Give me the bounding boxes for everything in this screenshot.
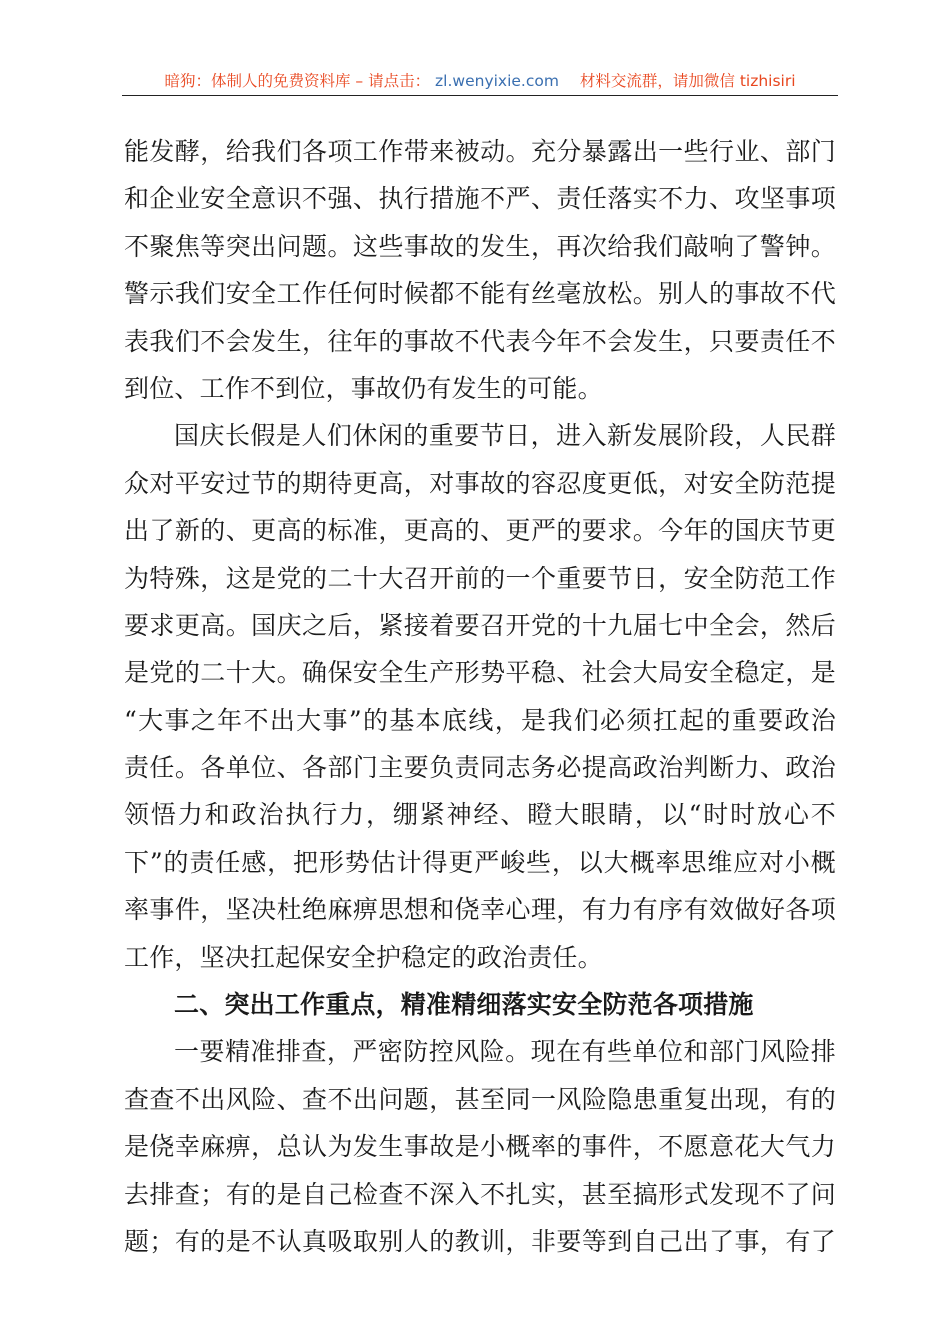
body-line: 和企业安全意识不强、执行措施不严、责任落实不力、攻坚事项: [124, 184, 836, 214]
header-site-name: 暗狗：体制人的免费资料库: [164, 72, 351, 90]
page-header: [122, 66, 838, 96]
header-url-link[interactable]: zl.wenyixie.com: [435, 72, 559, 90]
header-divider: [122, 95, 838, 96]
header-click-prompt: 请点击：: [368, 72, 431, 90]
body-line: 下”的责任感，把形势估计得更严峻些，以大概率思维应对小概: [124, 847, 836, 877]
body-line: 要求更高。国庆之后，紧接着要召开党的十九届七中全会，然后: [124, 610, 836, 640]
header-separator: –: [355, 72, 364, 90]
body-line: 警示我们安全工作任何时候都不能有丝毫放松。别人的事故不代: [124, 279, 836, 309]
body-line: 表我们不会发生，往年的事故不代表今年不会发生，只要责任不: [124, 326, 836, 356]
body-line: 领悟力和政治执行力，绷紧神经、瞪大眼睛，以“时时放心不: [124, 800, 836, 830]
body-line: 不聚焦等突出问题。这些事故的发生，再次给我们敲响了警钟。: [124, 231, 836, 261]
body-line: 到位、工作不到位，事故仍有发生的可能。: [124, 373, 603, 403]
section-heading: 二、突出工作重点，精准精细落实安全防范各项措施: [174, 990, 754, 1020]
body-line: “大事之年不出大事”的基本底线，是我们必须扛起的重要政治: [124, 705, 836, 735]
body-line: 查查不出风险、查不出问题，甚至同一风险隐患重复出现，有的: [124, 1084, 836, 1114]
body-line: 众对平安过节的期待更高，对事故的容忍度更低，对安全防范提: [124, 468, 836, 498]
header-contact: 材料交流群，请加微信 tizhisiri: [579, 72, 796, 90]
body-line: 为特殊，这是党的二十大召开前的一个重要节日，安全防范工作: [124, 563, 836, 593]
body-line: 责任。各单位、各部门主要负责同志务必提高政治判断力、政治: [124, 753, 836, 783]
body-line: 题；有的是不认真吸取别人的教训，非要等到自己出了事，有了: [124, 1226, 836, 1256]
body-line: 出了新的、更高的标准，更高的、更严的要求。今年的国庆节更: [124, 516, 836, 546]
body-line: 是党的二十大。确保安全生产形势平稳、社会大局安全稳定，是: [124, 658, 836, 688]
body-line: 是侥幸麻痹，总认为发生事故是小概率的事件，不愿意花大气力: [124, 1132, 836, 1162]
body-line: 率事件，坚决杜绝麻痹思想和侥幸心理，有力有序有效做好各项: [124, 895, 836, 925]
body-line: 能发酵，给我们各项工作带来被动。充分暴露出一些行业、部门: [124, 137, 836, 166]
paragraph-start-line: 一要精准排查，严密防控风险。现在有些单位和部门风险排: [174, 1037, 836, 1067]
document-body: [124, 128, 836, 1265]
body-line: 工作，坚决扛起保安全护稳定的政治责任。: [124, 942, 603, 972]
paragraph-start-line: 国庆长假是人们休闲的重要节日，进入新发展阶段，人民群: [174, 421, 836, 451]
body-line: 去排查；有的是自己检查不深入不扎实，甚至搞形式发现不了问: [124, 1179, 836, 1209]
